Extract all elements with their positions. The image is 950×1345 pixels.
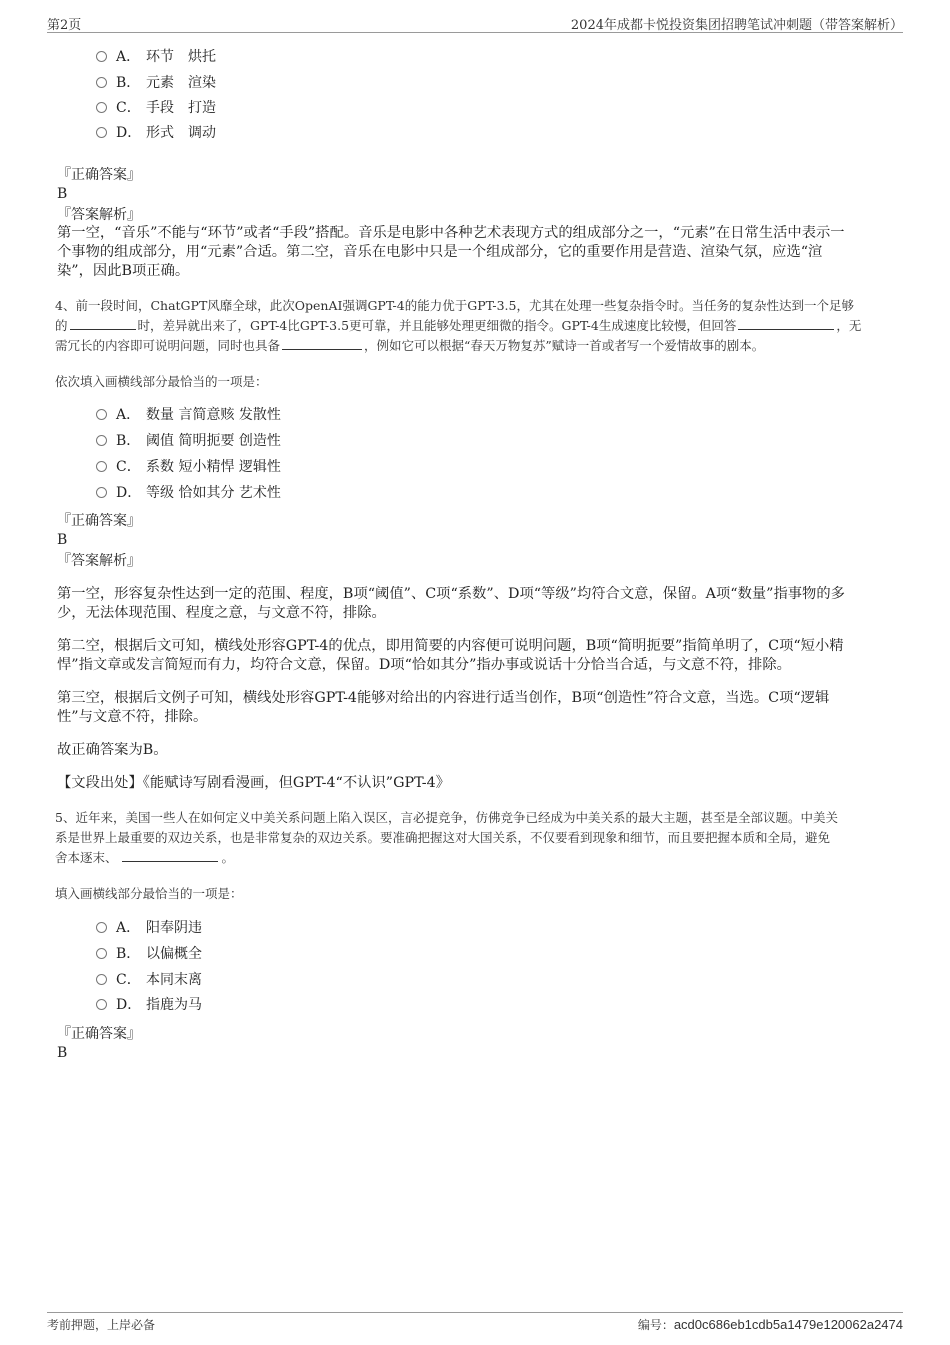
q4-option-a[interactable]: A． 数量 言简意赅 发散性: [96, 405, 281, 425]
q4-option-d[interactable]: D． 等级 恰如其分 艺术性: [96, 483, 281, 503]
q3-analysis-label: 『答案解析』: [57, 207, 141, 223]
radio-icon[interactable]: [96, 487, 107, 498]
q3-option-b[interactable]: B． 元素 渲染: [96, 73, 216, 93]
q5-instruction: 填入画横线部分最恰当的一项是：: [55, 886, 243, 901]
radio-icon[interactable]: [96, 461, 107, 472]
q4-analysis-para-2: 第二空，根据后文可知，横线处形容GPT-4的优点，即用简要的内容便可说明问题，B项“简明扼要”指简单明了，C项“短小精 悍”指文章或发言简短而有力，均符合文意，保留。D项“恰如其分”指办事或说话十分恰当合适，与文意不符，排除。: [57, 638, 844, 673]
q4-instruction: 依次填入画横线部分最恰当的一项是：: [55, 374, 268, 389]
radio-icon[interactable]: [96, 922, 107, 933]
blank-1: [122, 849, 218, 862]
q4-option-b[interactable]: B． 阈值 简明扼要 创造性: [96, 431, 281, 451]
q4-analysis-label: 『答案解析』: [57, 553, 141, 569]
radio-icon[interactable]: [96, 127, 107, 138]
radio-icon[interactable]: [96, 102, 107, 113]
q5-option-d[interactable]: D． 指鹿为马: [96, 995, 202, 1015]
radio-icon[interactable]: [96, 974, 107, 985]
page-header: [47, 14, 903, 33]
radio-icon[interactable]: [96, 999, 107, 1010]
q5-answer-label: 『正确答案』: [57, 1026, 141, 1042]
page-number: 第2页: [47, 18, 82, 33]
q4-option-c[interactable]: C． 系数 短小精悍 逻辑性: [96, 457, 281, 477]
q5-option-a[interactable]: A． 阳奉阴违: [96, 918, 202, 938]
q3-answer: B: [57, 186, 68, 202]
document-code: 编号：acd0c686eb1cdb5a1479e120062a2474: [637, 1317, 903, 1332]
radio-icon[interactable]: [96, 77, 107, 88]
radio-icon[interactable]: [96, 948, 107, 959]
q5-answer: B: [57, 1045, 68, 1061]
radio-icon[interactable]: [96, 409, 107, 420]
q3-option-d[interactable]: D． 形式 调动: [96, 123, 216, 143]
blank-2: [738, 317, 834, 330]
q5-stem: 5、近年来，美国一些人在如何定义中美关系问题上陷入误区，言必提竞争，仿佛竞争已经成为中美关系的最大主题，甚至是全部议题。中美关 系是世界上最重要的双边关系，也是非常复杂的双边关系。要准确把握这对大国关系，不仅要看到现象和细节，而且要把握本质和全局，避免 舍本逐末、 。: [55, 810, 838, 865]
q4-conclusion: 故正确答案为B。: [57, 742, 168, 758]
q4-analysis-para-3: 第三空，根据后文例子可知，横线处形容GPT-4能够对给出的内容进行适当创作，B项“创造性”符合文意，当选。C项“逻辑 性”与文意不符，排除。: [57, 690, 830, 725]
blank-3: [282, 337, 362, 350]
q4-stem: 4、前一段时间，ChatGPT风靡全球，此次OpenAI强调GPT-4的能力优于GPT-3.5，尤其在处理一些复杂指令时。当任务的复杂性达到一个足够 的 时，差异就出来了，GPT-4比GPT-3.5更可靠，并且能够处理更细微的指令。GPT-4生成速度比较慢，但回答 ，无 需冗长的内容即可说明问题，同时也具备 ，例如它可以根据“春天万物复苏”赋诗一首或者写一个爱情故事的剧本。: [55, 298, 862, 353]
q4-source: 【文段出处】《能赋诗写剧看漫画，但GPT-4“不认识”GPT-4》: [57, 775, 451, 791]
q3-option-c[interactable]: C． 手段 打造: [96, 98, 216, 118]
q4-answer: B: [57, 532, 68, 548]
radio-icon[interactable]: [96, 51, 107, 62]
q3-analysis: 第一空，“音乐”不能与“环节”或者“手段”搭配。音乐是电影中各种艺术表现方式的组成部分之一，“元素”在日常生活中表示一 个事物的组成部分，用“元素”合适。第二空，音乐在电影中只是一个组成部分，它的重要作用是营造、渲染气氛，应选“渲 染”，因此B项正确。: [57, 225, 845, 279]
q3-answer-label: 『正确答案』: [57, 167, 141, 183]
q3-option-a[interactable]: A． 环节 烘托: [96, 47, 216, 67]
q4-analysis-para-1: 第一空，形容复杂性达到一定的范围、程度，B项“阈值”、C项“系数”、D项“等级”均符合文意，保留。A项“数量”指事物的多 少，无法体现范围、程度之意，与文意不符，排除。: [57, 586, 845, 621]
blank-1: [70, 317, 136, 330]
q4-answer-label: 『正确答案』: [57, 513, 141, 529]
footer-slogan: 考前押题，上岸必备: [47, 1318, 156, 1332]
q5-option-c[interactable]: C． 本同末离: [96, 970, 202, 990]
document-title: 2024年成都卡悦投资集团招聘笔试冲刺题（带答案解析）: [570, 18, 903, 33]
radio-icon[interactable]: [96, 435, 107, 446]
page-footer: [47, 1312, 903, 1336]
q5-option-b[interactable]: B． 以偏概全: [96, 944, 202, 964]
